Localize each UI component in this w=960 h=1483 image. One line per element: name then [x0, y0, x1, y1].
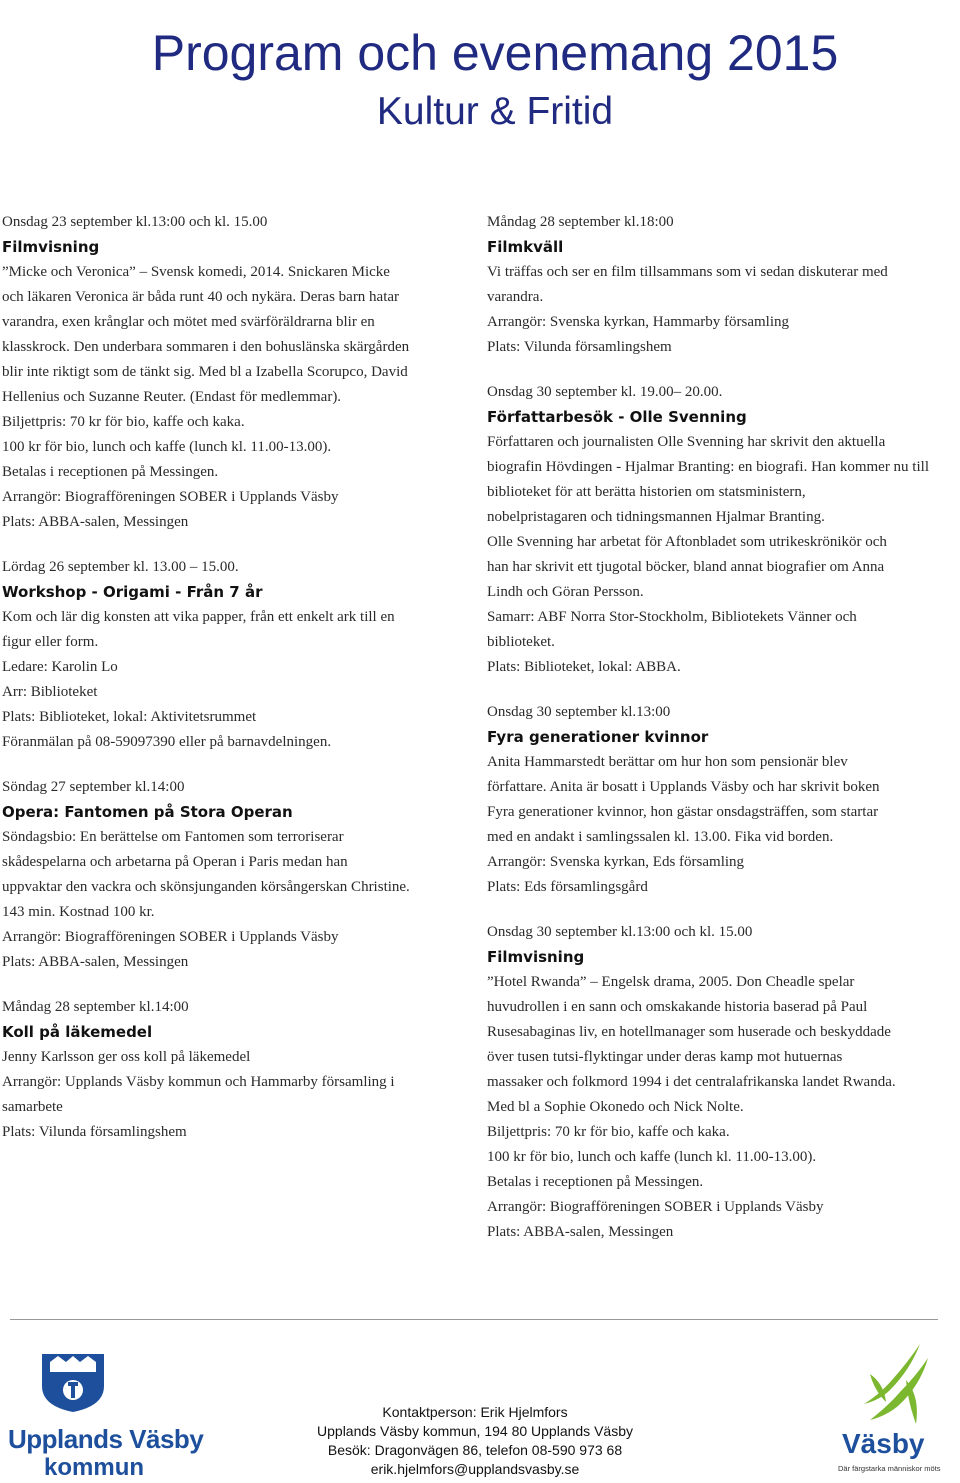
vasby-logo — [834, 1340, 956, 1478]
logo-text-kommun: kommun — [44, 1454, 145, 1481]
event-description-line: Plats: ABBA-salen, Messingen — [487, 1224, 674, 1240]
event-description-line: varandra. — [487, 289, 544, 305]
event-description-line: Fyra generationer kvinnor, hon gästar onsdagsträffen, som startar — [487, 804, 879, 820]
event-description-line: Plats: Vilunda församlingshem — [487, 339, 672, 355]
event-description-line: Arrangör: Svenska kyrkan, Hammarby församling — [487, 314, 790, 330]
event-block — [487, 210, 957, 360]
left-column — [2, 210, 467, 1145]
event-date: Onsdag 30 september kl.13:00 och kl. 15.00 — [487, 924, 753, 940]
event-description-line: Ledare: Karolin Lo — [2, 659, 118, 675]
upplands-vasby-kommun-logo — [8, 1352, 204, 1481]
event-description-line: Arr: Biblioteket — [2, 684, 98, 700]
event-description-line: Arrangör: Biografföreningen SOBER i Upplands Väsby — [2, 489, 339, 505]
event-date: Lördag 26 september kl. 13.00 – 15.00. — [2, 559, 239, 575]
event-description-line: Kom och lär dig konsten att vika papper, från ett enkelt ark till en — [2, 609, 395, 625]
event-description-line: Betalas i receptionen på Messingen. — [2, 464, 219, 480]
event-title: Koll på läkemedel — [2, 1023, 153, 1041]
event-description-line: Plats: ABBA-salen, Messingen — [2, 514, 189, 530]
event-description-line: Betalas i receptionen på Messingen. — [487, 1174, 704, 1190]
event-block — [487, 700, 957, 900]
event-description-line: biblioteket för att berätta historien om statsministern, — [487, 484, 806, 500]
event-spacer — [2, 755, 467, 775]
event-description-line: huvudrollen i en sann och omskakande historia baserad på Paul — [487, 999, 868, 1015]
event-description-line: Lindh och Göran Persson. — [487, 584, 644, 600]
logo-tagline: Där färgstarka människor möts — [838, 1464, 941, 1473]
event-description-line: blir inte riktigt som de tänkt sig. Med bl a Izabella Scorupco, David — [2, 364, 408, 380]
event-spacer — [487, 360, 957, 380]
event-description-line: 100 kr för bio, lunch och kaffe (lunch kl. 11.00-13.00). — [2, 439, 332, 455]
event-block — [487, 380, 957, 680]
right-column — [487, 210, 957, 1245]
event-description-line: Vi träffas och ser en film tillsammans som vi sedan diskuterar med — [487, 264, 888, 280]
logo-text-vasby: Väsby — [842, 1428, 925, 1459]
event-spacer — [2, 975, 467, 995]
event-description-line: Jenny Karlsson ger oss koll på läkemedel — [2, 1049, 251, 1065]
event-description-line: Samarr: ABF Norra Stor-Stockholm, Bibliotekets Vänner och — [487, 609, 857, 625]
event-date: Söndag 27 september kl.14:00 — [2, 779, 185, 795]
event-date: Onsdag 30 september kl. 19.00– 20.00. — [487, 384, 723, 400]
contact-visit: Besök: Dragonvägen 86, telefon 08-590 973 68 — [327, 1442, 623, 1458]
event-date: Måndag 28 september kl.18:00 — [487, 214, 674, 230]
event-description-line: Arrangör: Biografföreningen SOBER i Upplands Väsby — [2, 929, 339, 945]
event-description-line: Anita Hammarstedt berättar om hur hon som pensionär blev — [487, 754, 848, 770]
event-description-line: klasskrock. Den underbara sommaren i den bohuslänska skärgården — [2, 339, 410, 355]
contact-block — [300, 1403, 650, 1479]
event-description-line: uppvaktar den vackra och skönsjunganden körsångerskan Christine. — [2, 879, 410, 895]
event-description-line: Plats: Biblioteket, lokal: ABBA. — [487, 659, 681, 675]
event-title: Opera: Fantomen på Stora Operan — [2, 803, 293, 821]
event-title: Filmvisning — [2, 238, 100, 256]
event-block — [487, 920, 957, 1245]
event-title: Workshop - Origami - Från 7 år — [2, 583, 263, 601]
event-description-line: Biljettpris: 70 kr för bio, kaffe och kaka. — [487, 1124, 730, 1140]
event-description-line: samarbete — [2, 1099, 63, 1115]
event-description-line: Författaren och journalisten Olle Svenning har skrivit den aktuella — [487, 434, 886, 450]
event-date: Onsdag 23 september kl.13:00 och kl. 15.00 — [2, 214, 268, 230]
event-title: Fyra generationer kvinnor — [487, 728, 709, 746]
event-title: Filmvisning — [487, 948, 585, 966]
event-description-line: Söndagsbio: En berättelse om Fantomen som terroriserar — [2, 829, 344, 845]
leaf-mark-icon — [850, 1340, 940, 1430]
event-title: Författarbesök - Olle Svenning — [487, 408, 747, 426]
event-description-line: Arrangör: Biografföreningen SOBER i Upplands Väsby — [487, 1199, 824, 1215]
event-description-line: han har skrivit ett tjugotal böcker, bland annat biografier om Anna — [487, 559, 885, 575]
event-description-line: Arrangör: Svenska kyrkan, Eds församling — [487, 854, 745, 870]
logo-text-upplands-vasby: Upplands Väsby — [8, 1424, 204, 1454]
event-block — [2, 210, 467, 535]
event-spacer — [487, 680, 957, 700]
event-description-line: Arrangör: Upplands Väsby kommun och Hammarby församling i — [2, 1074, 395, 1090]
contact-email[interactable]: erik.hjelmfors@upplandsvasby.se — [370, 1461, 580, 1477]
page-title: Program och evenemang 2015 — [151, 25, 839, 81]
event-description-line: ”Hotel Rwanda” – Engelsk drama, 2005. Don Cheadle spelar — [487, 974, 855, 990]
event-description-line: biografin Hövdingen - Hjalmar Branting: en biografi. Han kommer nu till — [487, 459, 929, 475]
event-block — [2, 775, 467, 975]
event-description-line: skådespelarna och arbetarna på Operan i Paris medan han — [2, 854, 348, 870]
event-description-line: Hellenius och Suzanne Reuter. (Endast för medlemmar). — [2, 389, 342, 405]
event-block — [2, 555, 467, 755]
event-spacer — [2, 535, 467, 555]
event-description-line: Plats: Biblioteket, lokal: Aktivitetsrummet — [2, 709, 257, 725]
event-spacer — [487, 900, 957, 920]
event-description-line: massaker och folkmord 1994 i det centralafrikanska landet Rwanda. — [487, 1074, 896, 1090]
event-block — [2, 995, 467, 1145]
contact-address: Upplands Väsby kommun, 194 80 Upplands Väsby — [317, 1423, 633, 1439]
event-description-line: Biljettpris: 70 kr för bio, kaffe och kaka. — [2, 414, 245, 430]
event-description-line: nobelpristagaren och tidningsmannen Hjalmar Branting. — [487, 509, 825, 525]
event-description-line: figur eller form. — [2, 634, 99, 650]
event-description-line: Plats: Eds församlingsgård — [487, 879, 648, 895]
event-description-line: varandra, exen krånglar och mötet med svärföräldrarna blir en — [2, 314, 375, 330]
event-description-line: Plats: ABBA-salen, Messingen — [2, 954, 189, 970]
event-description-line: biblioteket. — [487, 634, 555, 650]
crest-icon — [38, 1352, 108, 1414]
event-description-line: Olle Svenning har arbetat för Aftonbladet som utrikeskrönikör och — [487, 534, 887, 550]
event-date: Onsdag 30 september kl.13:00 — [487, 704, 671, 720]
footer-divider — [10, 1319, 938, 1320]
page-subtitle: Kultur & Fritid — [376, 90, 614, 133]
event-description-line: Med bl a Sophie Okonedo och Nick Nolte. — [487, 1099, 744, 1115]
event-description-line: och läkaren Veronica är båda runt 40 och nykära. Deras barn hatar — [2, 289, 400, 305]
event-description-line: Plats: Vilunda församlingshem — [2, 1124, 187, 1140]
event-description-line: ”Micke och Veronica” – Svensk komedi, 2014. Snickaren Micke — [2, 264, 390, 280]
event-description-line: över tusen tutsi-flyktingar under deras kamp mot hutuernas — [487, 1049, 843, 1065]
event-description-line: Föranmälan på 08-59097390 eller på barnavdelningen. — [2, 734, 332, 750]
event-description-line: med en andakt i samlingssalen kl. 13.00. Fika vid borden. — [487, 829, 834, 845]
event-date: Måndag 28 september kl.14:00 — [2, 999, 189, 1015]
event-description-line: Rusesabaginas liv, en hotellmanager som huserade och beskyddade — [487, 1024, 891, 1040]
event-title: Filmkväll — [487, 238, 564, 256]
contact-person: Kontaktperson: Erik Hjelmfors — [382, 1404, 568, 1420]
event-description-line: författare. Anita är bosatt i Upplands Väsby och har skrivit boken — [487, 779, 880, 795]
event-description-line: 100 kr för bio, lunch och kaffe (lunch kl. 11.00-13.00). — [487, 1149, 817, 1165]
event-description-line: 143 min. Kostnad 100 kr. — [2, 904, 155, 920]
